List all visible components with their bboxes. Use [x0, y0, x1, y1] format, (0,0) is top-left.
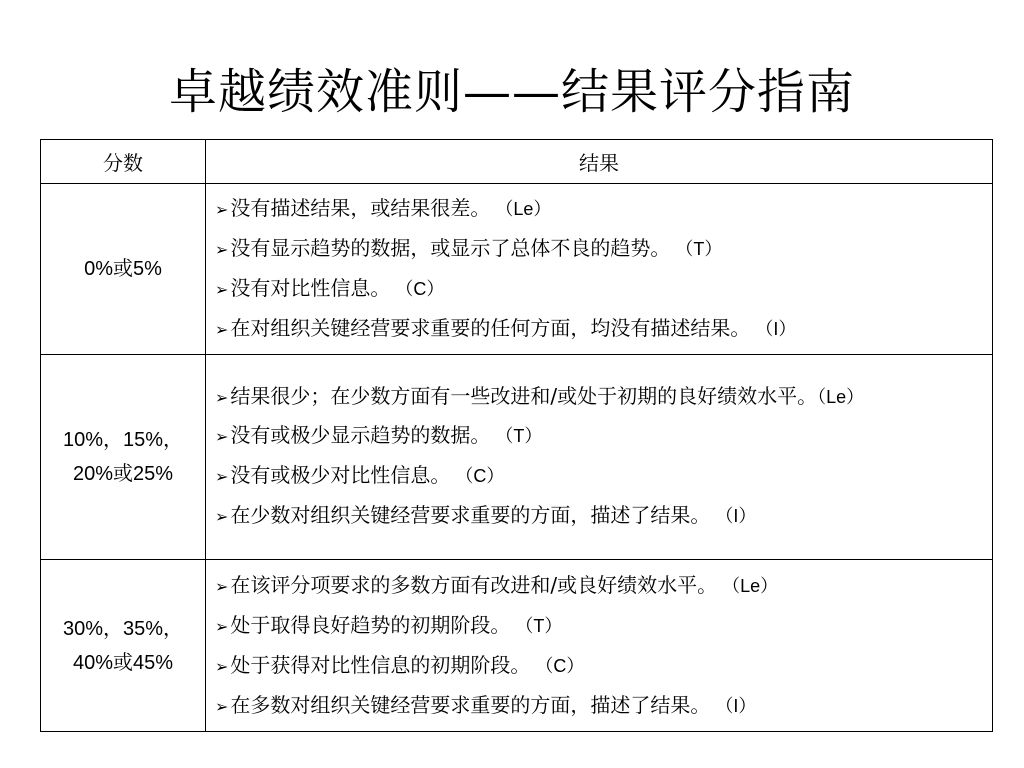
header-result: 结果	[206, 140, 993, 184]
result-text: 没有或极少显示趋势的数据。	[230, 423, 491, 447]
score-text: 0%或5%	[84, 258, 162, 280]
result-text: 在少数对组织关键经营要求重要的方面，描述了结果。	[230, 503, 711, 527]
arrow-bullet-icon: ➢	[215, 427, 229, 446]
result-text: 没有描述结果，或结果很差。	[230, 196, 491, 220]
arrow-bullet-icon: ➢	[215, 656, 229, 676]
page-title: 卓越绩效准则——结果评分指南	[168, 64, 855, 120]
arrow-bullet-icon: ➢	[215, 280, 229, 299]
result-text: 在该评分项要求的多数方面有改进和/或良好绩效水平。	[230, 572, 718, 597]
result-item	[215, 378, 984, 416]
result-tag: （C）	[544, 655, 585, 676]
result-item	[215, 566, 984, 606]
scoring-table	[40, 139, 993, 732]
result-tag: （Le）	[504, 199, 552, 219]
result-tag: （Le）	[731, 575, 779, 596]
result-item	[215, 269, 984, 309]
table-row	[41, 184, 993, 355]
arrow-bullet-icon: ➢	[215, 696, 229, 716]
result-cell	[206, 560, 993, 732]
result-text: 处于获得对比性信息的初期阶段。	[230, 652, 531, 677]
result-tag: （C）	[404, 279, 445, 299]
result-tag: （I）	[764, 319, 797, 339]
result-tag: （Le）	[817, 387, 865, 407]
result-item	[215, 189, 984, 229]
score-text: 20%或25%	[72, 463, 174, 485]
result-item	[215, 229, 984, 269]
arrow-bullet-icon: ➢	[215, 388, 229, 407]
table-row	[41, 355, 993, 560]
result-item	[215, 456, 984, 496]
result-text: 处于取得良好趋势的初期阶段。	[230, 612, 511, 637]
result-tag: （T）	[684, 239, 723, 259]
result-text: 在对组织关键经营要求重要的任何方面，均没有描述结果。	[230, 316, 751, 340]
score-cell	[41, 560, 206, 732]
table-row	[41, 560, 993, 732]
result-tag: （T）	[504, 426, 543, 446]
table-header-row	[41, 140, 993, 184]
result-text: 没有显示趋势的数据，或显示了总体不良的趋势。	[230, 236, 671, 260]
header-score: 分数	[41, 140, 206, 184]
result-text: 没有对比性信息。	[230, 276, 391, 300]
arrow-bullet-icon: ➢	[215, 240, 229, 259]
result-item	[215, 686, 984, 726]
score-cell	[41, 184, 206, 355]
result-tag: （I）	[724, 506, 757, 526]
result-item	[215, 496, 984, 536]
arrow-bullet-icon: ➢	[215, 320, 229, 339]
arrow-bullet-icon: ➢	[215, 616, 229, 636]
result-item	[215, 606, 984, 646]
arrow-bullet-icon: ➢	[215, 200, 229, 219]
result-text: 在多数对组织关键经营要求重要的方面，描述了结果。	[230, 692, 711, 717]
arrow-bullet-icon: ➢	[215, 467, 229, 486]
score-text: 30%，35%，	[62, 617, 184, 640]
result-cell	[206, 184, 993, 355]
result-item	[215, 646, 984, 686]
result-cell	[206, 355, 993, 560]
result-tag: （C）	[464, 466, 505, 486]
score-cell	[41, 355, 206, 560]
result-item	[215, 416, 984, 456]
result-tag: （I）	[724, 695, 757, 716]
result-text: 没有或极少对比性信息。	[230, 463, 451, 487]
result-tag: （T）	[524, 615, 563, 636]
score-text: 10%，15%，	[62, 429, 184, 451]
arrow-bullet-icon: ➢	[215, 576, 229, 596]
arrow-bullet-icon: ➢	[215, 507, 229, 526]
result-item	[215, 309, 984, 349]
score-text: 40%或45%	[72, 651, 174, 674]
result-text: 结果很少；在少数方面有一些改进和/或处于初期的良好绩效水平。	[230, 384, 818, 408]
